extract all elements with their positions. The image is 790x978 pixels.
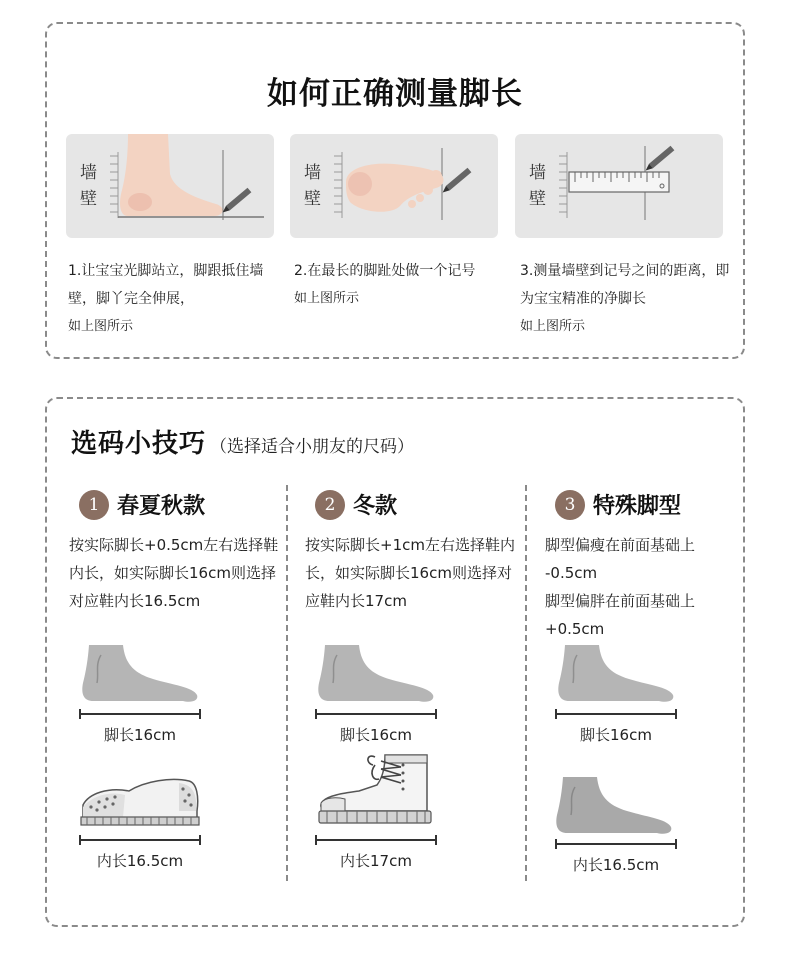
measure-bar — [315, 709, 437, 719]
tips-heading — [71, 423, 414, 460]
step2-text — [294, 257, 504, 313]
tips-title: 选码小技巧 — [71, 429, 207, 459]
foot-figure — [315, 643, 437, 744]
column-header — [315, 489, 397, 520]
step1-note: 如上图所示 — [68, 319, 134, 334]
desc-line: +0.5cm — [545, 620, 605, 638]
column-divider — [525, 485, 527, 881]
column-header — [555, 489, 681, 520]
step1-text — [68, 257, 278, 341]
column-description — [545, 531, 760, 643]
number-badge: 3 — [555, 490, 585, 520]
wall-label: 墙壁 — [80, 163, 97, 209]
foot-length-label: 脚长16cm — [340, 726, 412, 744]
column-divider — [286, 485, 288, 881]
column-title: 特殊脚型 — [593, 494, 682, 519]
tip-column-spring-summer — [69, 485, 284, 885]
column-title: 冬款 — [353, 494, 398, 519]
desc-line: 脚型偏瘦在前面基础上 — [545, 536, 696, 554]
step3-note: 如上图所示 — [520, 319, 586, 334]
step1-description: 1.让宝宝光脚站立，脚跟抵住墙壁，脚丫完全伸展， — [68, 263, 264, 307]
inner-length-label: 内长16.5cm — [572, 856, 660, 874]
shoe-figure — [79, 777, 201, 870]
measure-bar — [79, 709, 201, 719]
column-description: 按实际脚长+0.5cm左右选择鞋内长，如实际脚长16cm则选择对应鞋内长16.5cm — [69, 536, 279, 610]
sneaker-icon — [79, 777, 201, 831]
foot-icon — [555, 643, 677, 705]
step2-illustration — [290, 134, 498, 238]
wall-label: 墙壁 — [304, 163, 321, 209]
boot-figure — [315, 751, 437, 870]
foot-figure — [555, 643, 677, 744]
column-description: 按实际脚长+1cm左右选择鞋内长，如实际脚长16cm则选择对应鞋内长17cm — [305, 536, 515, 610]
number-badge: 1 — [79, 490, 109, 520]
foot-figure — [79, 643, 201, 744]
boot-icon — [315, 751, 437, 833]
wide-foot-figure — [555, 777, 677, 874]
measure-card — [45, 22, 745, 359]
step3-illustration — [515, 134, 723, 238]
size-tips-card — [45, 397, 745, 927]
column-title: 春夏秋款 — [117, 494, 206, 519]
inner-length-label: 内长16.5cm — [96, 852, 184, 870]
foot-icon — [79, 643, 201, 705]
foot-icon — [315, 643, 437, 705]
column-header — [79, 489, 205, 520]
number-badge: 2 — [315, 490, 345, 520]
measure-bar — [555, 709, 677, 719]
step3-description: 3.测量墙壁到记号之间的距离，即为宝宝精准的净脚长 — [520, 263, 730, 307]
measure-bar — [315, 835, 437, 845]
desc-line: -0.5cm — [545, 564, 598, 582]
foot-length-label: 脚长16cm — [580, 726, 652, 744]
foot-icon — [555, 777, 677, 835]
wall-label: 墙壁 — [529, 163, 546, 209]
measure-bar — [79, 835, 201, 845]
step3-text — [520, 257, 730, 341]
measure-title: 如何正确测量脚长 — [267, 76, 523, 112]
foot-length-label: 脚长16cm — [104, 726, 176, 744]
tips-subtitle: （选择适合小朋友的尺码） — [210, 437, 415, 457]
desc-line: 脚型偏胖在前面基础上 — [545, 592, 696, 610]
tip-column-winter — [305, 485, 520, 885]
step2-note: 如上图所示 — [294, 291, 360, 306]
measure-bar — [555, 839, 677, 849]
tip-column-special-foot — [545, 485, 760, 885]
inner-length-label: 内长17cm — [340, 852, 412, 870]
step1-illustration — [66, 134, 274, 238]
step2-description: 2.在最长的脚趾处做一个记号 — [294, 263, 476, 279]
